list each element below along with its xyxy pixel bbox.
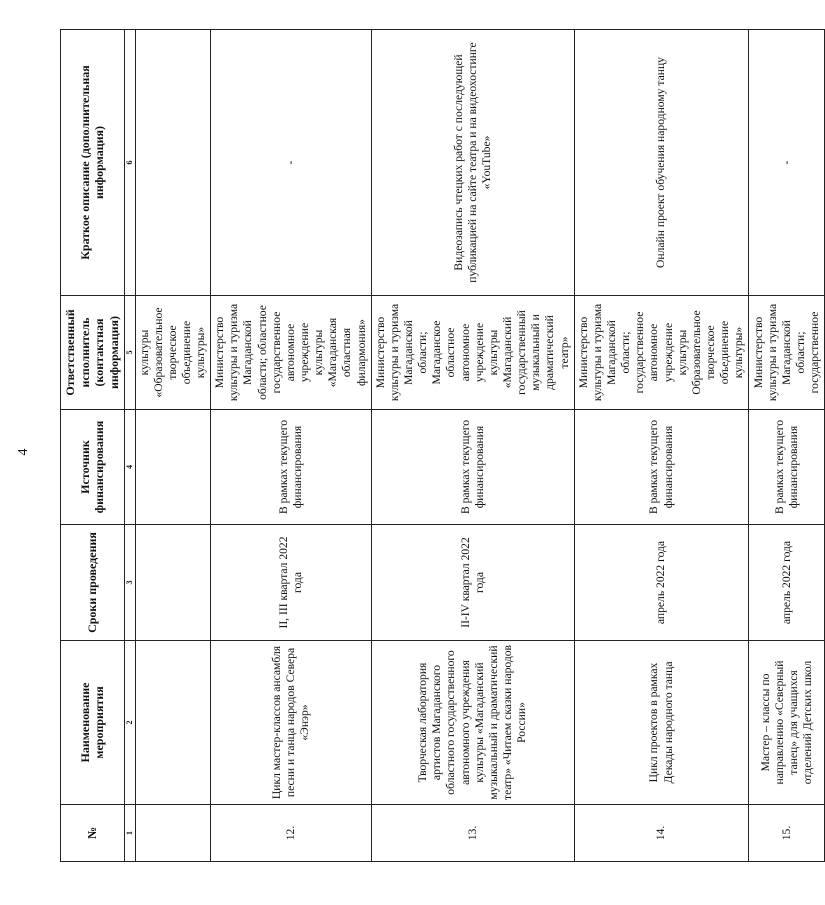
cell-num: 13. (371, 805, 574, 862)
cell-source: В рамках текущего финансирования (211, 410, 372, 525)
header-description: Краткое описание (дополнительная информация) (61, 30, 125, 296)
cell-name: Цикл мастер-классов ансамбля песни и танца народов Севера «Энэр» (211, 641, 372, 805)
cell-name: Творческая лаборатория артистов Магаданского областного государственного автономного учреждения культуры «Магаданский музыкальный и драматический театр» «Читаем сказки народов России» (371, 641, 574, 805)
cell-name (135, 641, 211, 805)
column-numbers-row (124, 30, 135, 862)
cell-source: В рамках текущего финансирования (574, 410, 749, 525)
events-table (60, 29, 825, 862)
header-executor: Ответственный исполнитель (контактная информация) (61, 296, 125, 410)
cell-num: 15. (749, 805, 825, 862)
cell-executor: культуры «Образовательное творческое объединение культуры» (135, 296, 211, 410)
cell-name: Цикл проектов в рамках Декады народного танца (574, 641, 749, 805)
cell-name: Мастер – классы по направлению «Северный танец» для учащихся отделений Детских школ (749, 641, 825, 805)
cell-description: Видеозапись чтецких работ с последующей публикацией на сайте театра и на видеохостинге «YouTube» (371, 30, 574, 296)
cell-description: - (749, 30, 825, 296)
table-row (749, 30, 825, 862)
page-number: 4 (16, 448, 31, 456)
cell-dates: апрель 2022 года (574, 525, 749, 641)
continuation-row (135, 30, 211, 862)
cell-dates: апрель 2022 года (749, 525, 825, 641)
cell-executor: Министерство культуры и туризма Магаданской области; областное государственное автономное учреждение культуры «Магаданская областная филармония» (211, 296, 372, 410)
header-source: Источник финансирования (61, 410, 125, 525)
cell-num (135, 805, 211, 862)
column-number: 1 (124, 805, 135, 862)
cell-num: 14. (574, 805, 749, 862)
column-number: 2 (124, 641, 135, 805)
header-dates: Сроки проведения (61, 525, 125, 641)
column-number: 6 (124, 30, 135, 296)
cell-dates: II-IV квартал 2022 года (371, 525, 574, 641)
header-name: Наименование мероприятия (61, 641, 125, 805)
column-number: 3 (124, 525, 135, 641)
cell-num: 12. (211, 805, 372, 862)
cell-source (135, 410, 211, 525)
cell-source: В рамках текущего финансирования (371, 410, 574, 525)
table-row (371, 30, 574, 862)
table-header-row (61, 30, 125, 862)
cell-executor: Министерство культуры и туризма Магаданской области; государственное (749, 296, 825, 410)
cell-description: - (211, 30, 372, 296)
table-row (574, 30, 749, 862)
cell-executor: Министерство культуры и туризма Магаданской области; Магаданское областное автономное учреждение культуры «Магаданский государственный музыкальный и драматический театр» (371, 296, 574, 410)
column-number: 4 (124, 410, 135, 525)
header-num: № (61, 805, 125, 862)
cell-dates (135, 525, 211, 641)
rotated-table-wrapper (60, 30, 822, 862)
column-number: 5 (124, 296, 135, 410)
table-row (211, 30, 372, 862)
cell-source: В рамках текущего финансирования (749, 410, 825, 525)
cell-dates: II, III квартал 2022 года (211, 525, 372, 641)
cell-description (135, 30, 211, 296)
cell-executor: Министерство культуры и туризма Магаданской области; государственное автономное учреждение культуры Образовательное творческое объединение культуры» (574, 296, 749, 410)
cell-description: Онлайн проект обучения народному танцу (574, 30, 749, 296)
